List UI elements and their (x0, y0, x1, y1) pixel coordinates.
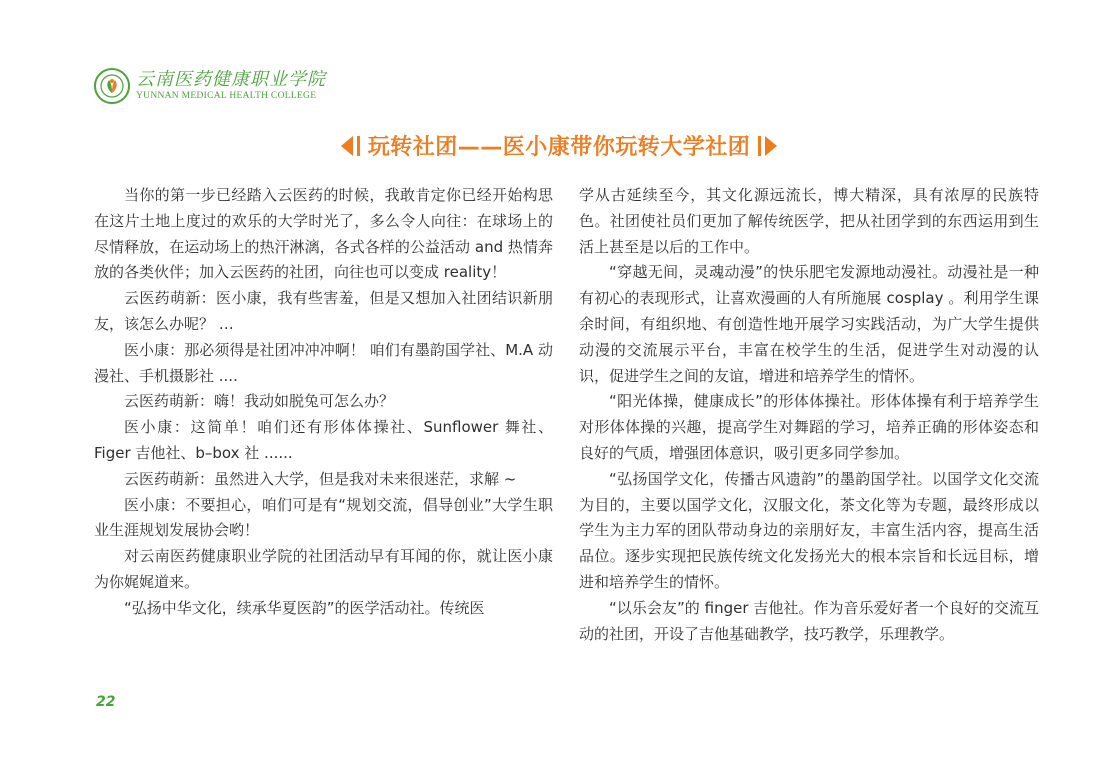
paragraph: 医小康：这简单！咱们还有形体体操社、Sunflower 舞社、Figer 吉他社、b–box 社 ...... (94, 418, 553, 462)
college-header (94, 68, 326, 104)
paragraph: 学从古延续至今，其文化源远流长，博大精深，具有浓厚的民族特色。社团使社员们更加了解传统医学，把从社团学到的东西运用到生活上甚至是以后的工作中。 (579, 186, 1039, 256)
article-title: 玩转社团——医小康带你玩转大学社团 (367, 135, 751, 160)
paragraph: 对云南医药健康职业学院的社团活动早有耳闻的你，就让医小康为你娓娓道来。 (94, 547, 553, 591)
page-number: 22 (96, 694, 116, 710)
title-left-arrow-icon (341, 136, 362, 156)
paragraph: 云医药萌新：虽然进入大学，但是我对未来很迷茫，求解 ~ (124, 469, 517, 488)
college-logo-icon (94, 68, 130, 104)
paragraph: 云医药萌新：嗨！我动如脱兔可怎么办？ (124, 392, 395, 411)
college-name-en: YUNNAN MEDICAL HEALTH COLLEGE (136, 91, 317, 101)
left-text-column (94, 183, 553, 622)
right-text-column (579, 183, 1039, 647)
paragraph: “穿越无间，灵魂动漫”的快乐肥宅发源地动漫社。动漫社是一种有初心的表现形式，让喜欢漫画的人有所施展 cosplay 。利用学生课余时间，有组织地、有创造性地开展学习实践活动，为广大学生提供动漫的交流展示平台，丰富在校学生的生活，促进学生对动漫的认识，促进学生之间的友谊，增进和培养学生的情怀。 (579, 263, 1039, 385)
paragraph: “阳光体操，健康成长”的形体体操社。形体体操有利于培养学生对形体体操的兴趣，提高学生对舞蹈的学习，培养正确的形体姿态和良好的气质，增强团体意识，吸引更多同学参加。 (579, 392, 1039, 462)
article-title-bar (0, 130, 1118, 161)
paragraph: 当你的第一步已经踏入云医药的时候，我敢肯定你已经开始构思在这片土地上度过的欢乐的大学时光了，多么令人向往：在球场上的尽情释放，在运动场上的热汗淋漓，各式各样的公益活动 and 热情奔放的各类伙伴；加入云医药的社团，向往也可以变成 reality！ (94, 186, 553, 282)
title-right-arrow-icon (756, 136, 777, 156)
paragraph: 医小康：那必须得是社团冲冲冲啊！ 咱们有墨韵国学社、M.A 动漫社、手机摄影社 .... (94, 340, 553, 385)
paragraph: “弘扬中华文化，续承华夏医韵”的医学活动社。传统医 (124, 598, 485, 617)
paragraph: “以乐会友”的 finger 吉他社。作为音乐爱好者一个良好的交流互动的社团，开设了吉他基础教学，技巧教学，乐理教学。 (579, 598, 1039, 643)
paragraph: “弘扬国学文化，传播古风遗韵”的墨韵国学社。以国学文化交流为目的，主要以国学文化，汉服文化，茶文化等为专题，最终形成以学生为主力军的团队带动身边的亲朋好友，丰富生活内容，提高生活品位。逐步实现把民族传统文化发扬光大的根本宗旨和长远目标，增进和培养学生的情怀。 (579, 469, 1039, 591)
college-name-cn: 云南医药健康职业学院 (136, 69, 326, 90)
paragraph: 云医药萌新：医小康，我有些害羞，但是又想加入社团结识新朋友，该怎么办呢？ … (94, 289, 553, 333)
paragraph: 医小康：不要担心，咱们可是有“规划交流，倡导创业”大学生职业生涯规划发展协会哟！ (94, 495, 553, 540)
